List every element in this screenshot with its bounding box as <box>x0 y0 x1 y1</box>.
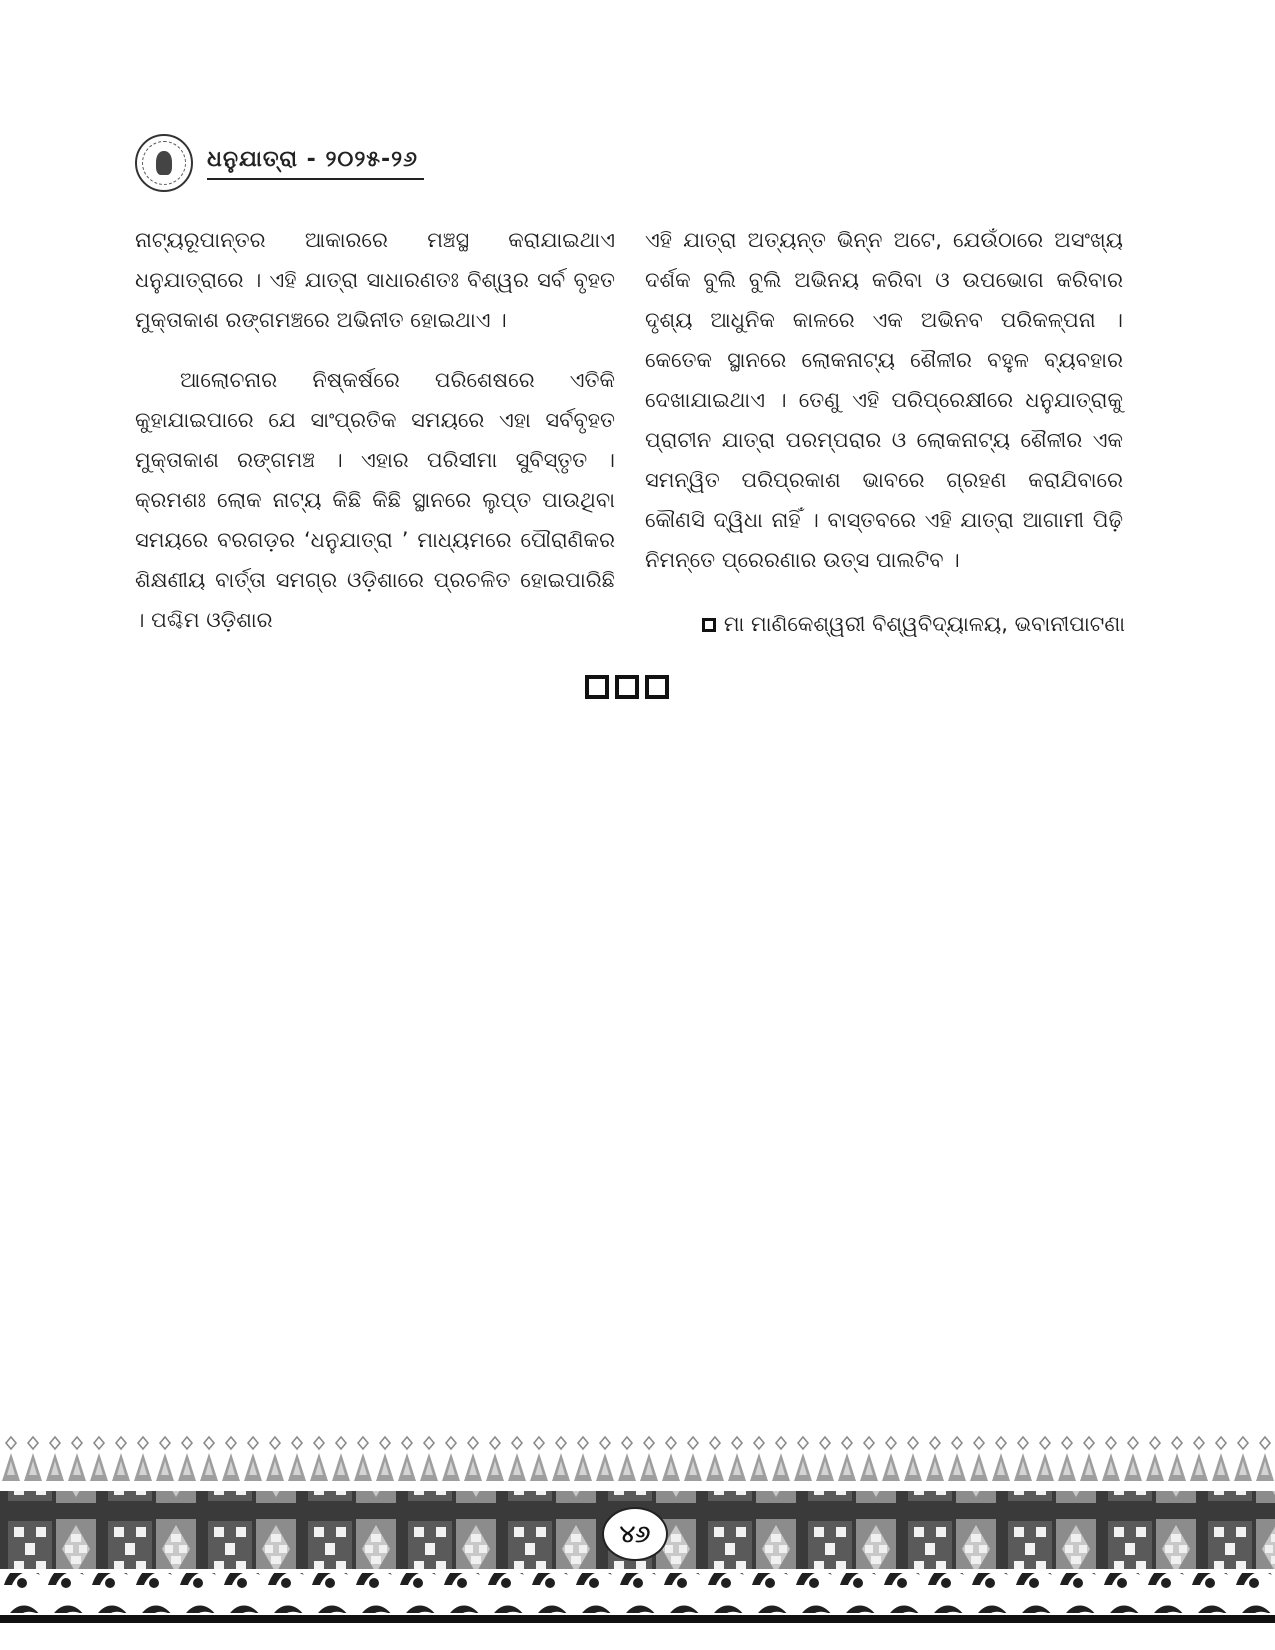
magazine-title: ଧନୁଯାତ୍ରା - ୨୦୨୫-୨୬ <box>207 147 424 180</box>
page-header <box>135 133 424 193</box>
institution-seal-icon <box>135 134 193 192</box>
page-number: ୪୬ <box>602 1507 668 1561</box>
square-mark-icon <box>585 675 609 699</box>
author-byline <box>702 612 1125 637</box>
left-paragraph-2: ଆଲୋଚନାର ନିଷ୍କର୍ଷରେ ପରିଶେଷରେ ଏତିକି କୁହାଯାଇପାରେ ଯେ ସାଂପ୍ରତିକ ସମୟରେ ଏହା ସର୍ବବୃହତ ମୁକ୍ତାକାଶ ରଙ୍ଗମଞ୍ଚ । ଏହାର ପରିସୀମା ସୁବିସ୍ତୃତ । କ୍ରମଶଃ ଲୋକ ନାଟ୍ୟ କିଛି କିଛି ସ୍ଥାନରେ ଲୁପ୍ତ ପାଉଥିବା ସମୟରେ ବରଗଡ଼ର ‘ଧନୁଯାତ୍ରା ’ ମାଧ୍ୟମରେ ପୌରାଣିକର ଶିକ୍ଷଣୀୟ ବାର୍ତ୍ତା ସମଗ୍ର ଓଡ଼ିଶାରେ ପ୍ରଚଳିତ ହୋଇପାରିଛି । ପଶ୍ଚିମ ଓଡ଼ିଶାର <box>135 368 615 632</box>
end-of-article-marks <box>585 675 669 699</box>
right-paragraph-1: ଏହି ଯାତ୍ରା ଅତ୍ୟନ୍ତ ଭିନ୍ନ ଅଟେ, ଯେଉଁଠାରେ ଅସଂଖ୍ୟ ଦର୍ଶକ ବୁଲି ବୁଲି ଅଭିନୟ କରିବା ଓ ଉପଭୋଗ କରିବାର ଦୃଶ୍ୟ ଆଧୁନିକ କାଳରେ ଏକ ଅଭିନବ ପରିକଳ୍ପନା । କେତେକ ସ୍ଥାନରେ ଲୋକନାଟ୍ୟ ଶୈଳୀର ବହୁଳ ବ୍ୟବହାର ଦେଖାଯାଇଥାଏ । ତେଣୁ ଏହି ପରିପ୍ରେକ୍ଷୀରେ ଧନୁଯାତ୍ରାକୁ ପ୍ରାଚୀନ ଯାତ୍ରା ପରମ୍ପରାର ଓ ଲୋକନାଟ୍ୟ ଶୈଳୀର ଏକ ସମନ୍ୱିତ ପରିପ୍ରକାଶ ଭାବରେ ଗ୍ରହଣ କରାଯିବାରେ କୌଣସି ଦ୍ୱିଧା ନାହିଁ । ବାସ୍ତବରେ ଏହି ଯାତ୍ରା ଆଗାମୀ ପିଢ଼ି ନିମନ୍ତେ ପ୍ରେରଣାର ଉତ୍ସ ପାଲଟିବ । <box>645 228 1123 572</box>
left-paragraph-1: ନାଟ୍ୟରୂପାନ୍ତର ଆକାରରେ ମଞ୍ଚସ୍ଥ କରାଯାଇଥାଏ ଧନୁଯାତ୍ରାରେ । ଏହି ଯାତ୍ରା ସାଧାରଣତଃ ବିଶ୍ୱର ସର୍ବ ବୃହତ ମୁକ୍ତାକାଶ ରଙ୍ଗମଞ୍ଚରେ ଅଭିନୀତ ହୋଇଥାଏ । <box>135 228 615 332</box>
right-column <box>645 220 1123 600</box>
byline-text: ମା ମାଣିକେଶ୍ୱରୀ ବିଶ୍ୱବିଦ୍ୟାଳୟ, ଭବାନୀପାଟଣା <box>723 612 1125 636</box>
square-mark-icon <box>615 675 639 699</box>
left-column <box>135 220 615 660</box>
square-bullet-icon <box>702 618 716 632</box>
square-mark-icon <box>645 675 669 699</box>
